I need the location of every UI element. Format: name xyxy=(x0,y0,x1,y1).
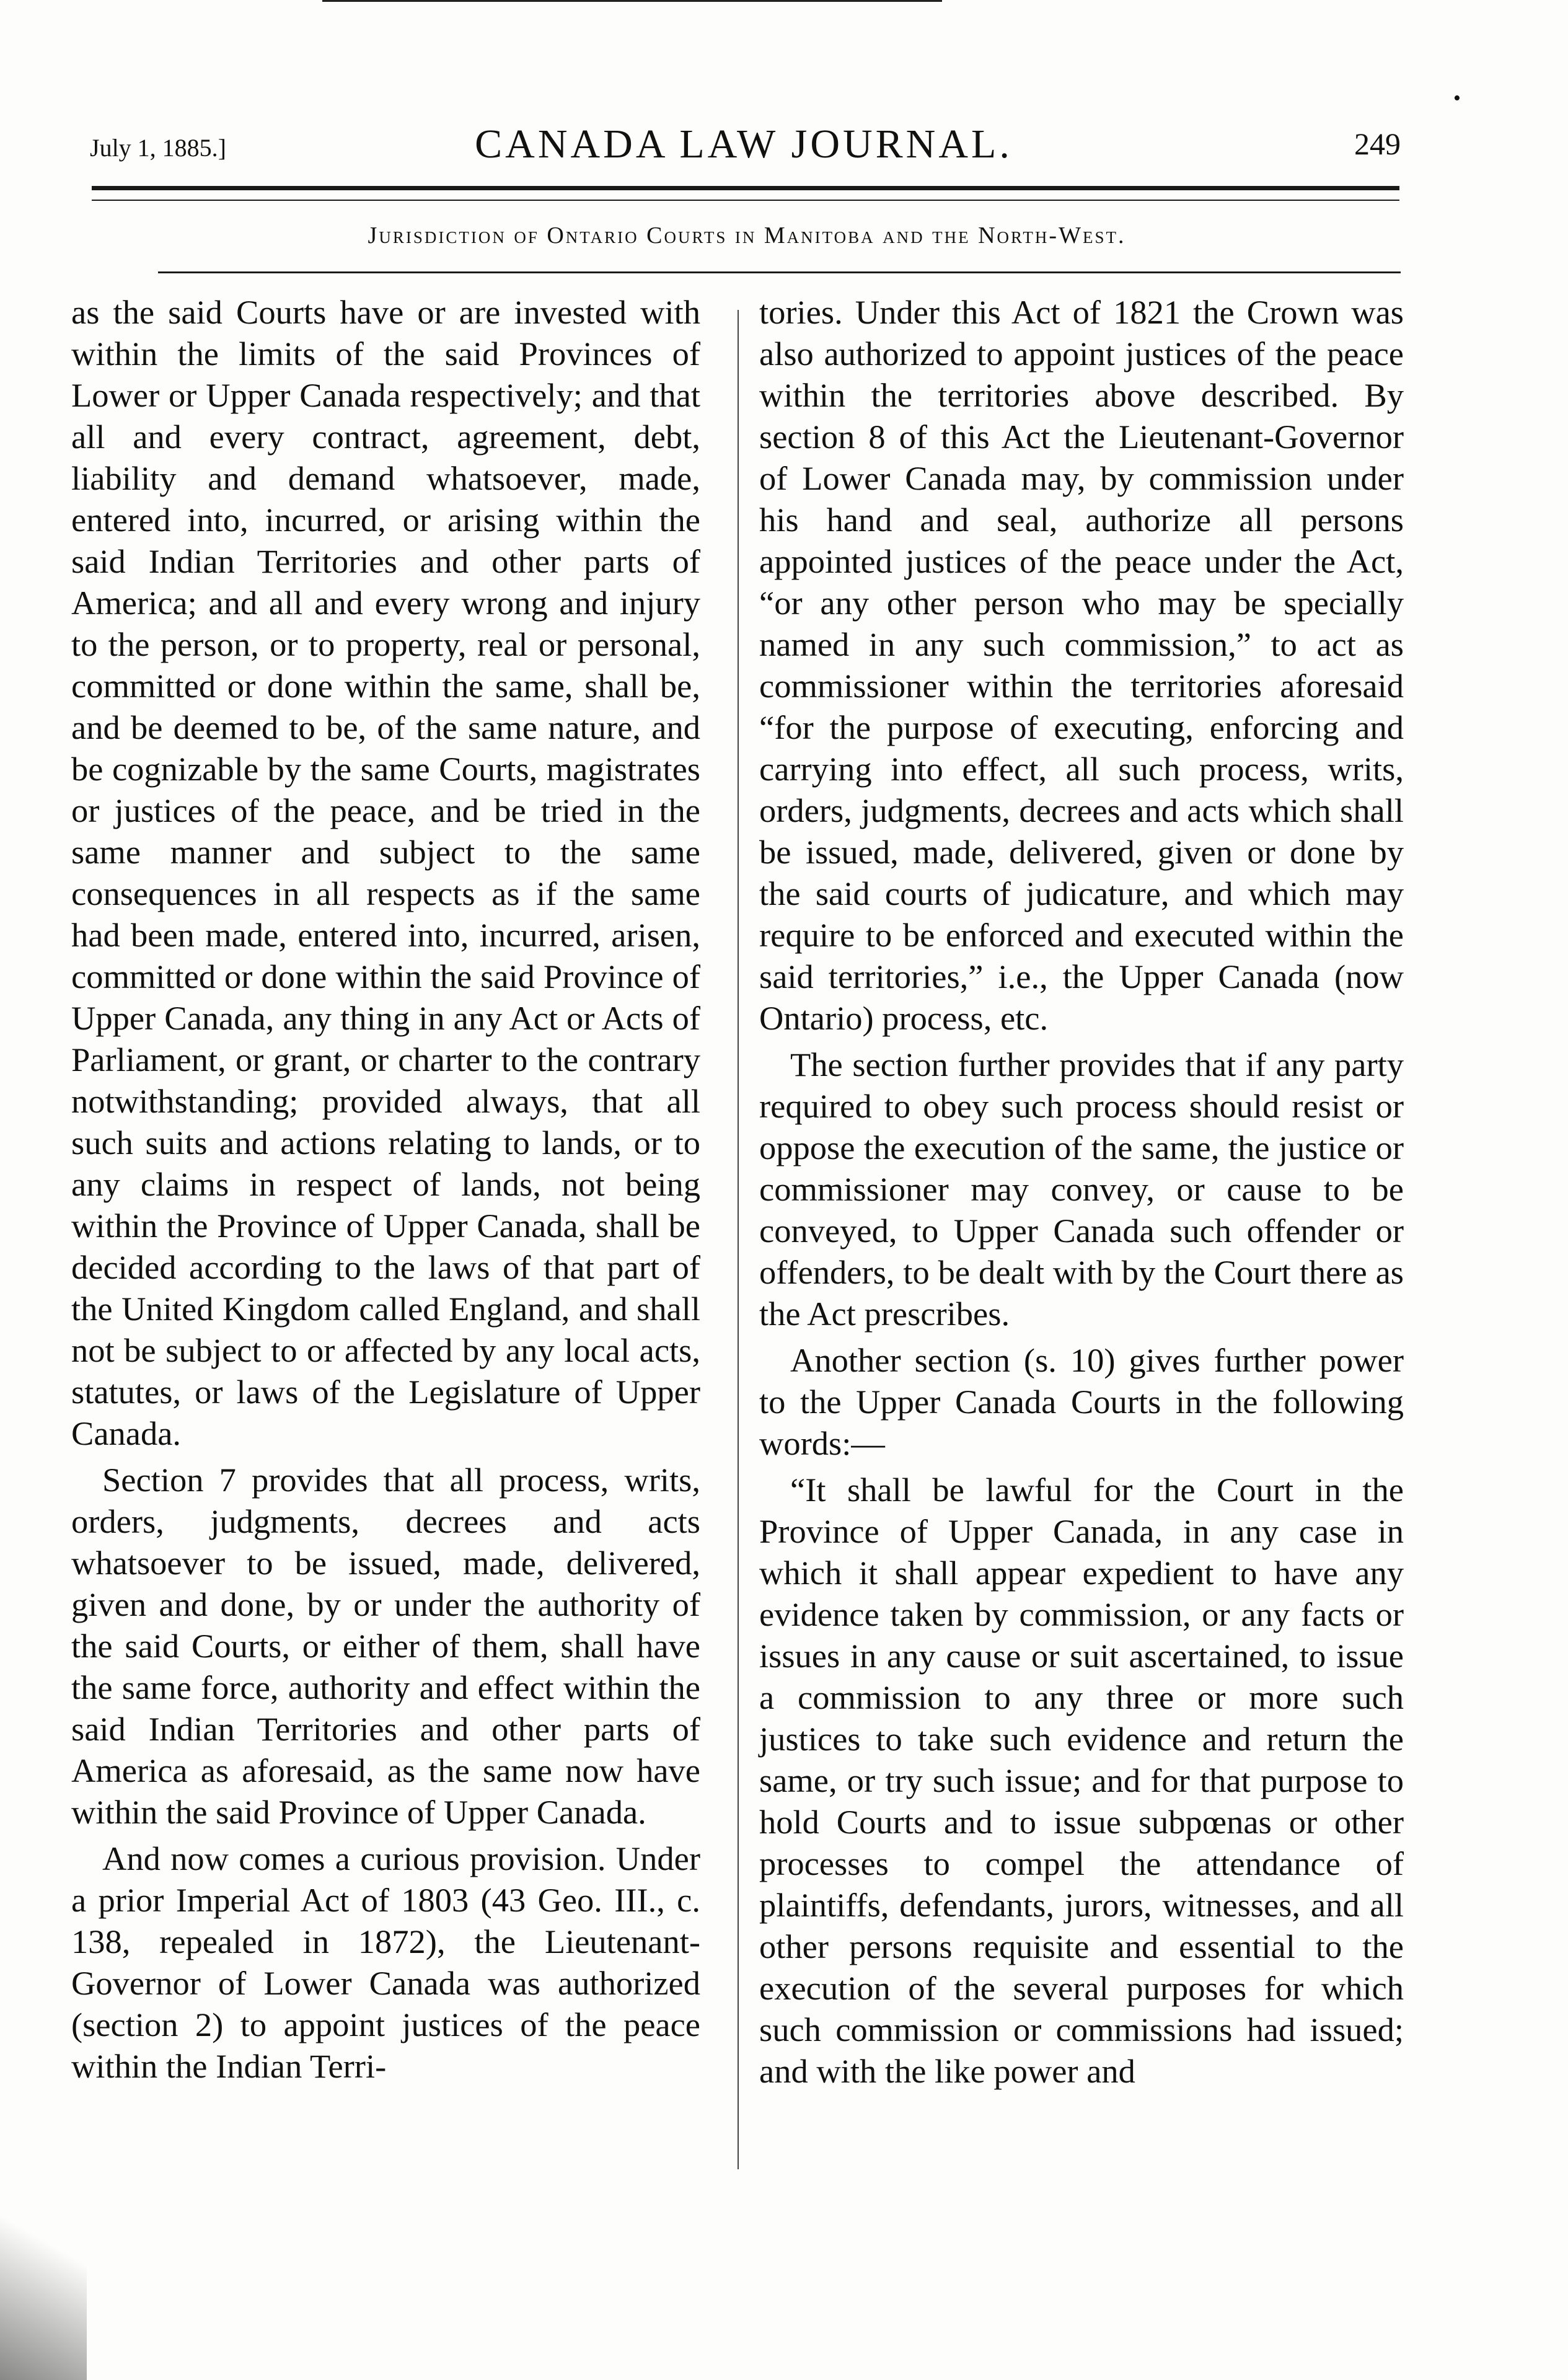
article-title: Jurisdiction of Ontario Courts in Manitoba and the North-West. xyxy=(368,223,1126,249)
right-column xyxy=(759,291,1404,2092)
scan-edge-shadow xyxy=(0,2194,87,2380)
header-rule-thin xyxy=(92,200,1399,201)
title-rule xyxy=(158,271,1401,273)
header-rule-thick xyxy=(92,186,1399,190)
paragraph: The section further provides that if any party required to obey such process should resist or oppose the execution of the same, the justice or commissioner may convey, or cause to be conveyed, to Upper Canada such offender or offenders, to be dealt with by the Court there as the Act prescribes. xyxy=(759,1046,1404,1333)
scan-mark: • xyxy=(1453,87,1461,110)
page-header xyxy=(87,121,1401,189)
column-divider xyxy=(738,310,739,2169)
paragraph: And now comes a curious provision. Under a prior Imperial Act of 1803 (43 Geo. III., c. 138, repealed in 1872), the Lieutenant-Governor of Lower Canada was authorized (section 2) to appoint justices of the peace within the Indian Terri- xyxy=(71,1840,700,2085)
paragraph: tories. Under this Act of 1821 the Crown was also authorized to appoint justices of the peace within the territories above described. By section 8 of this Act the Lieutenant-Governor of Lower Canada may, by commission under his hand and seal, authorize all persons appointed justices of the peace under the Act, “or any other person who may be specially named in any such commission,” to act as commissioner within the territories aforesaid “for the purpose of executing, enforcing and carrying into effect, all such process, writs, orders, judgments, decrees and acts which shall be issued, made, delivered, given or done by the said courts of judicature, and which may require to be enforced and executed within the said territories,” i.e., the Upper Canada (now Ontario) process, etc. xyxy=(759,293,1404,1037)
running-date: July 1, 1885.] xyxy=(90,134,226,162)
paragraph: Another section (s. 10) gives further power to the Upper Canada Courts in the following words:— xyxy=(759,1341,1404,1462)
page-number: 249 xyxy=(1354,126,1401,161)
paragraph: as the said Courts have or are invested with within the limits of the said Provinces of Lower or Upper Canada respectively; and that all and every contract, agreement, debt, liability and demand whatsoever, made, entered into, incurred, or arising within the said Indian Territories and other parts of America; and all and every wrong and injury to the person, or to property, real or personal, committed or done within the same, shall be, and be deemed to be, of the same nature, and be cognizable by the same Courts, magistrates or justices of the peace, and be tried in the same manner and subject to the same consequences in all respects as if the same had been made, entered into, incurred, arisen, committed or done within the said Province of Upper Canada, any thing in any Act or Acts of Parliament, or grant, or charter to the contrary notwithstanding; provided always, that all such suits and actions relating to lands, or to any claims in respect of lands, not being within the Province of Upper Canada, shall be decided according to the laws of that part of the United Kingdom called England, and shall not be subject to or affected by any local acts, statutes, or laws of the Legislature of Upper Canada. xyxy=(71,293,700,1452)
paragraph: Section 7 provides that all process, writs, orders, judgments, decrees and acts whatsoever to be issued, made, delivered, given and done, by or under the authority of the said Courts, or either of them, shall have the same force, authority and effect within the said Indian Territories and other parts of America as aforesaid, as the same now have within the said Province of Upper Canada. xyxy=(71,1461,700,1831)
paragraph: “It shall be lawful for the Court in the Province of Upper Canada, in any case in which it shall appear expedient to have any evidence taken by commission, or any facts or issues in any cause or suit ascertained, to issue a commission to any three or more such justices to take such evidence and return the same, or try such issue; and for that purpose to hold Courts and to issue subpœnas or other processes to compel the attendance of plaintiffs, defendants, jurors, witnesses, and all other persons requisite and essential to the execution of the several purposes for which such commission or commissions had issued; and with the like power and xyxy=(759,1471,1404,2090)
journal-title: CANADA LAW JOURNAL. xyxy=(475,121,1013,167)
top-edge-rule xyxy=(322,0,942,2)
left-column xyxy=(71,291,700,2087)
